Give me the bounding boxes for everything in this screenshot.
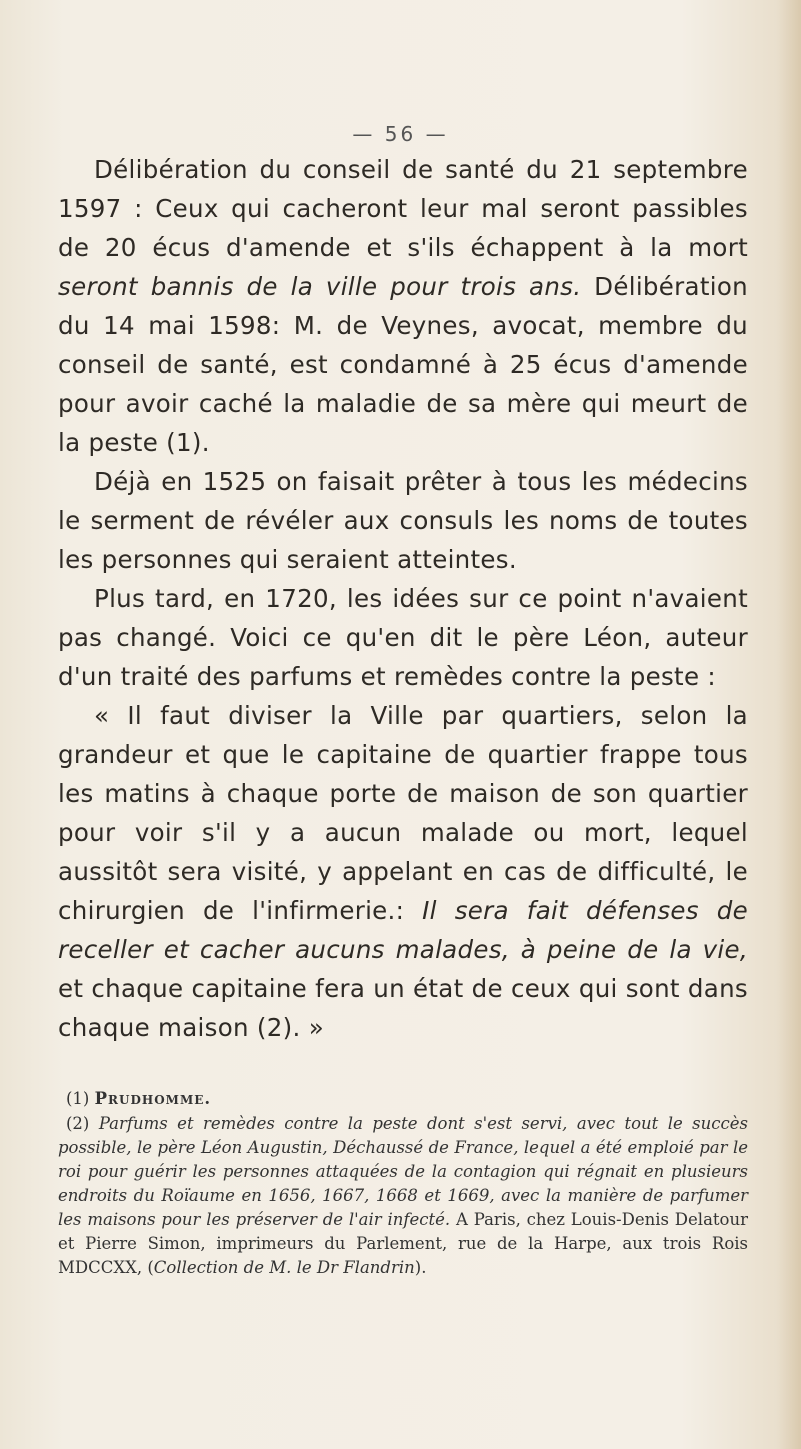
footnote-2 [58, 1112, 748, 1280]
footnote-2-imprint: A Paris, chez Louis-Denis Delatour et Pierre Simon, imprimeurs du Parlement, rue de la Harpe, aux trois Rois MDCCXX, ( [58, 1210, 748, 1277]
paragraph-2 [58, 462, 748, 579]
footnote-1-marker: (1) [66, 1089, 90, 1108]
paragraph-4-italic: Il sera fait défenses de receller et cacher aucuns malades, à peine de la vie, [58, 896, 748, 964]
footnote-2-marker: (2) [66, 1114, 90, 1133]
paragraph-4-text-b: et chaque capitaine fera un état de ceux qui sont dans chaque maison (2). » [58, 974, 748, 1042]
paragraph-3-text: Plus tard, en 1720, les idées sur ce point n'avaient pas changé. Voici ce qu'en dit le père Léon, auteur d'un traité des parfums et remèdes contre la peste : [58, 584, 748, 691]
paragraph-4-quote [58, 696, 748, 1047]
page-number: — 56 — [352, 122, 449, 146]
footnote-1 [58, 1087, 748, 1111]
paragraph-2-text: Déjà en 1525 on faisait prêter à tous les médecins le serment de révéler aux consuls les noms de toutes les personnes qui seraient atteintes. [58, 467, 748, 574]
footnote-2-title: Parfums et remèdes contre la peste dont s'est servi, avec tout le succès possible, le père Léon Augustin, Déchaussé de France, lequel a été emploié par le roi pour guérir les personnes attaquées de la contagion qui régnait en plusieurs endroits du Roïaume en 1656, 1667, 1668 et 1669, avec la manière de parfumer les maisons pour les préserver de l'air infecté. [58, 1114, 748, 1229]
main-text [58, 150, 748, 1047]
paragraph-1-text-a: Délibération du conseil de santé du 21 septembre 1597 : Ceux qui cacheront leur mal seront passibles de 20 écus d'amende et s'ils échappent à la mort [58, 155, 748, 262]
footnotes [58, 1087, 748, 1281]
paragraph-3 [58, 579, 748, 696]
footnote-2-close: ). [414, 1258, 427, 1277]
footnote-1-author: Prudhomme. [94, 1089, 212, 1108]
paragraph-1-italic: seront bannis de la ville pour trois ans. [58, 272, 582, 301]
paragraph-4-text-a: « Il faut diviser la Ville par quartiers, selon la grandeur et que le capitaine de quartier frappe tous les matins à chaque porte de maison de son quartier pour voir s'il y a aucun malade ou mort, lequel aussitôt sera visité, y appelant en cas de difficulté, le chirurgien de l'infirmerie.: [58, 701, 748, 925]
paragraph-1 [58, 150, 748, 462]
paragraph-1-text-b: Délibération du 14 mai 1598: M. de Veynes, avocat, membre du conseil de santé, est condamné à 25 écus d'amende pour avoir caché la maladie de sa mère qui meurt de la peste (1). [58, 272, 748, 457]
footnote-2-collection: Collection de M. le Dr Flandrin [153, 1258, 415, 1277]
